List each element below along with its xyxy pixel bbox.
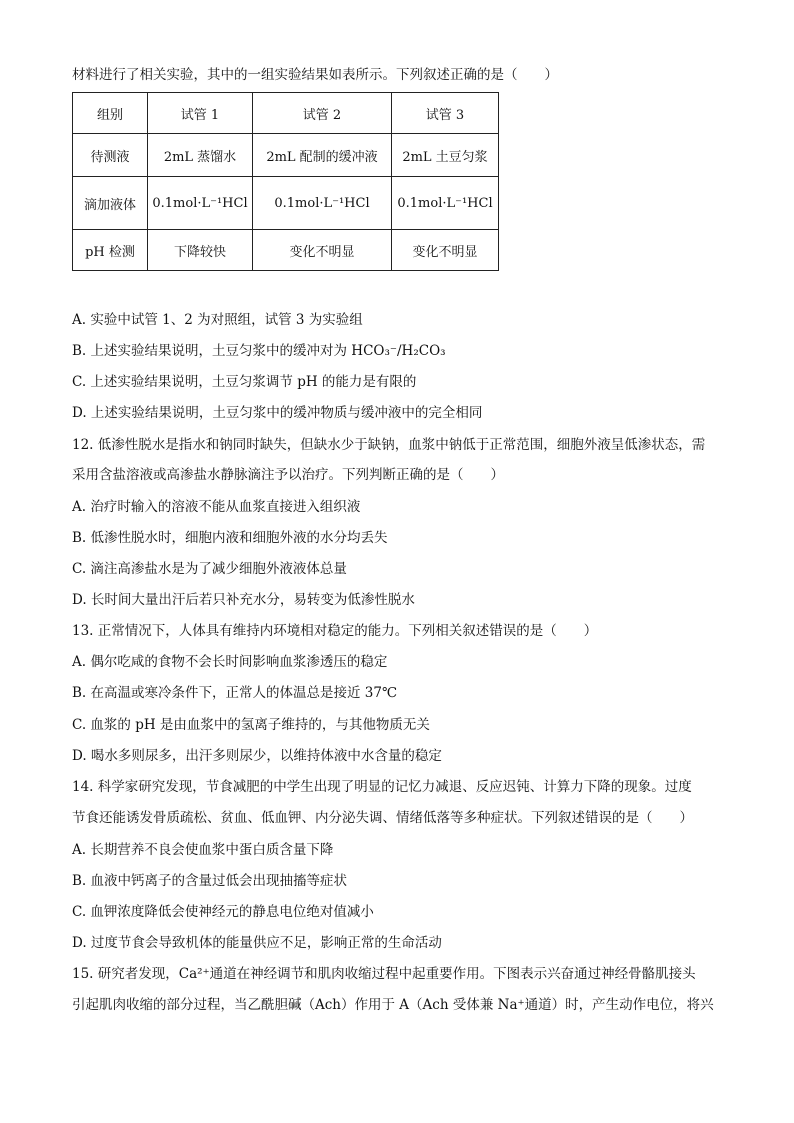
q11-option-b: B. 上述实验结果说明，土豆匀浆中的缓冲对为 HCO₃⁻/H₂CO₃ [72,343,446,359]
table-cell: 试管 1 [148,93,253,134]
table-cell: 变化不明显 [253,230,392,271]
table-cell: 组别 [73,93,148,134]
q14-stem-line2: 节食还能诱发骨质疏松、贫血、低血钾、内分泌失调、情绪低落等多种症状。下列叙述错误的是（ ） [72,810,693,826]
q11-stem-tail: 材料进行了相关实验，其中的一组实验结果如表所示。下列叙述正确的是（ ） [72,67,558,83]
table-cell: 2mL 蒸馏水 [148,134,253,177]
table-cell: 0.1mol·L⁻¹HCl [253,177,392,230]
q13-option-d: D. 喝水多则尿多，出汗多则尿少，以维持体液中水含量的稳定 [72,748,442,764]
q13-option-a: A. 偶尔吃咸的食物不会长时间影响血浆渗透压的稳定 [72,654,388,670]
q12-option-c: C. 滴注高渗盐水是为了减少细胞外液液体总量 [72,561,347,577]
q15-stem-line1: 15. 研究者发现，Ca²⁺通道在神经调节和肌肉收缩过程中起重要作用。下图表示兴奋通过神经骨骼肌接头 [72,966,696,982]
q12-option-a: A. 治疗时输入的溶液不能从血浆直接进入组织液 [72,499,361,515]
table-row [73,230,499,271]
table-cell: 变化不明显 [392,230,499,271]
q12-stem-line1: 12. 低渗性脱水是指水和钠同时缺失，但缺水少于缺钠，血浆中钠低于正常范围，细胞外液呈低渗状态，需 [72,437,706,453]
q12-stem-line2: 采用含盐溶液或高渗盐水静脉滴注予以治疗。下列判断正确的是（ ） [72,467,504,483]
q13-stem: 13. 正常情况下，人体具有维持内环境相对稳定的能力。下列相关叙述错误的是（ ） [72,623,598,639]
table-cell: 2mL 土豆匀浆 [392,134,499,177]
table-cell: 试管 3 [392,93,499,134]
experiment-table [72,92,499,271]
q14-option-a: A. 长期营养不良会使血浆中蛋白质含量下降 [72,842,334,858]
q11-option-c: C. 上述实验结果说明，土豆匀浆调节 pH 的能力是有限的 [72,374,417,390]
q11-option-d: D. 上述实验结果说明，土豆匀浆中的缓冲物质与缓冲液中的完全相同 [72,405,483,421]
table-cell: 2mL 配制的缓冲液 [253,134,392,177]
table-cell: pH 检测 [73,230,148,271]
q14-option-b: B. 血液中钙离子的含量过低会出现抽搐等症状 [72,873,348,889]
table-cell: 滴加液体 [73,177,148,230]
table-cell: 0.1mol·L⁻¹HCl [148,177,253,230]
table-cell: 待测液 [73,134,148,177]
table-cell: 下降较快 [148,230,253,271]
q14-option-d: D. 过度节食会导致机体的能量供应不足，影响正常的生命活动 [72,935,442,951]
q14-stem-line1: 14. 科学家研究发现，节食减肥的中学生出现了明显的记忆力减退、反应迟钝、计算力下降的现象。过度 [72,779,692,795]
q12-option-b: B. 低渗性脱水时，细胞内液和细胞外液的水分均丢失 [72,530,388,546]
q12-option-d: D. 长时间大量出汗后若只补充水分，易转变为低渗性脱水 [72,592,415,608]
q15-stem-line2: 引起肌肉收缩的部分过程，当乙酰胆碱（Ach）作用于 A（Ach 受体兼 Na⁺通道）时，产生动作电位，将兴 [72,997,714,1013]
q13-option-b: B. 在高温或寒冷条件下，正常人的体温总是接近 37℃ [72,685,398,701]
table-row [73,177,499,230]
table-cell: 0.1mol·L⁻¹HCl [392,177,499,230]
q14-option-c: C. 血钾浓度降低会使神经元的静息电位绝对值减小 [72,904,374,920]
table-row [73,93,499,134]
q13-option-c: C. 血浆的 pH 是由血浆中的氢离子维持的，与其他物质无关 [72,717,430,733]
q11-option-a: A. 实验中试管 1、2 为对照组，试管 3 为实验组 [72,312,363,328]
table-row [73,134,499,177]
table-cell: 试管 2 [253,93,392,134]
